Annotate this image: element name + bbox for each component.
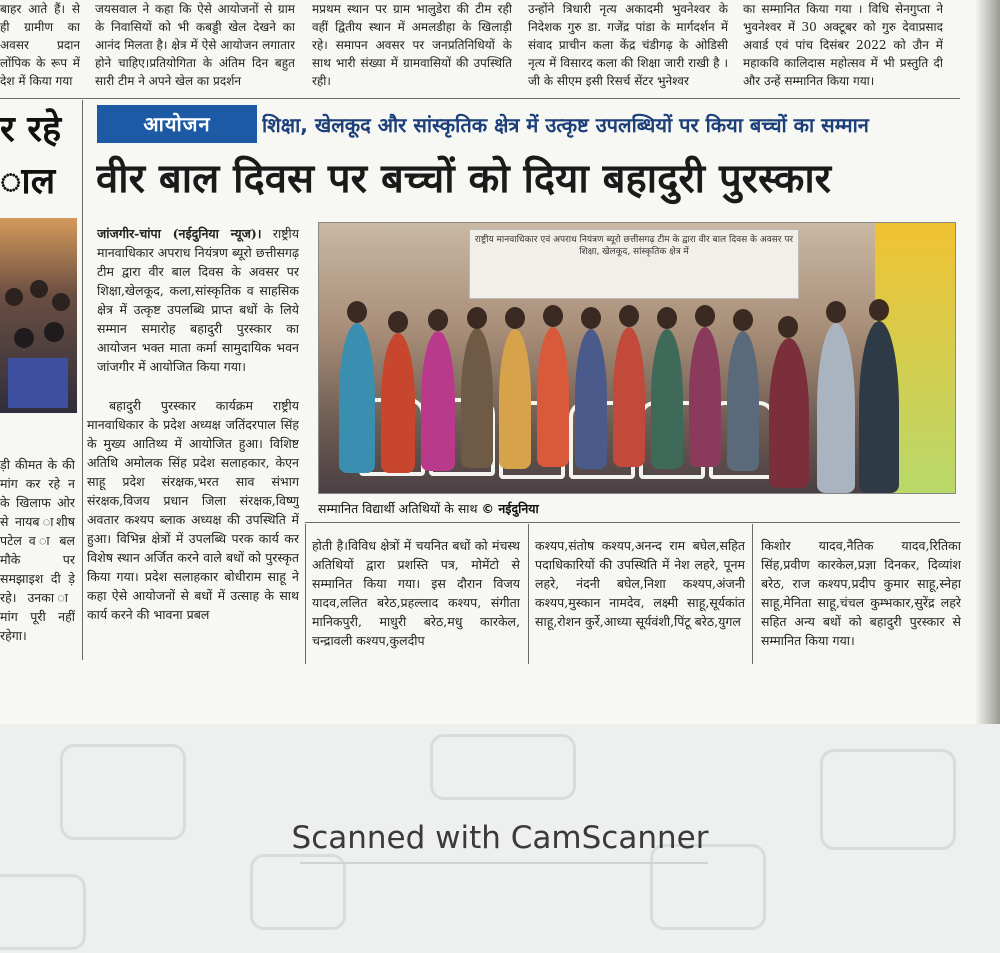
article-paragraph-1: राष्ट्रीय मानवाधिकार अपराध नियंत्रण ब्यूरो छत्तीसगढ़ टीम द्वारा वीर बाल दिवस के अवसर पर शिक्षा,खेलकूद, कला,सांस्कृतिक व साहसिक क्षेत्र में उत्कृष्ट उपलब्धि प्राप्त बधों के लिये सम्मान समारोह बहादुरी पुरस्कार का आयोजन भक्त माता कर्मा सामुदायिक भवन जांजगीर में आयोजित किया गया। <box>97 226 299 374</box>
caption-divider <box>305 522 960 523</box>
left-headline-line2: ाल <box>0 161 56 202</box>
article-paragraph-5: किशोर यादव,नैतिक यादव,रितिका सिंह,प्रवीण कारकेल,प्रज्ञा दिनकर, दिव्यांश बरेठ, राज कश्यप,प्रदीप कुमार साहू,स्नेहा साहू,मेनिता साहू,चंचल कुम्भकार,सुरेंद्र लहरे सहित अन्य बधों को बहादुरी पुरस्कार से सम्मानित किया गया। <box>761 538 961 648</box>
left-column-text: ड़ी कीमत के की मांग कर रहे न के खिलाफ ओर से नायब ाशीष पटेल व ा बल मौके पर समझाइश दी ड़े रहे। उनका ा मांग पूरी नहीं रहेगा। <box>0 457 75 643</box>
top-column-4: का सम्मानित किया गया । विधि सेनगुप्ता ने भुवनेश्वर में 30 अक्टूबर को गुरु देवाप्रसाद अवार्ड एवं पांच दिसंबर 2022 को उौन में महाकवि कालिदास महोत्सव में भी प्रस्तुति दी और उन्हें सम्मानित किया गया। <box>743 2 943 88</box>
article-headline: वीर बाल दिवस पर बच्चों को दिया बहादुरी पुरस्कार <box>96 156 832 202</box>
left-photo <box>0 218 77 413</box>
column-divider-1 <box>305 524 306 664</box>
article-paragraph-3: होती है।विविध क्षेत्रों में चयनित बधों को मंचस्थ अतिथियों द्वारा प्रशस्ति पत्र, मोमेंटो से सम्मानित किया गया। इस दौरान विजय यादव,ललित बरेठ,प्रहल्लाद कश्यप, संगीता मानिकपुरी, माधुरी बरेठ,मधु कारकेल, चन्द्रावली कश्यप,कुलदीप <box>312 538 520 648</box>
section-kicker: आयोजन <box>97 105 257 143</box>
article-subheadline: शिक्षा, खेलकूद और सांस्कृतिक क्षेत्र में उत्कृष्ट उपलब्धियों पर किया बच्चों का सम्मान <box>262 113 869 137</box>
top-column-1: जयसवाल ने कहा कि ऐसे आयोजनों से ग्राम के निवासियों को भी कबड्डी खेल देखने का आनंद मिलता है। क्षेत्र में ऐसे आयोजन लगातार होने चाहिए।प्रतियोगिता के अंतिम दिन बहुत सारी टीम ने अपने खेल का प्रदर्शन <box>95 2 295 88</box>
camscanner-watermark: Scanned with CamScanner <box>291 820 709 856</box>
column-divider-3 <box>752 524 753 664</box>
article-photo <box>318 222 956 494</box>
top-column-2: मप्रथम स्थान पर ग्राम भालुडेरा की टीम रही वहीं द्वितीय स्थान में अमलडीहा के खिलाड़ी रहे। समापन अवसर पर जनप्रतिनिधियों के साथ भारी संख्या में ग्रामवासियों की उपस्थिति रही। <box>312 2 512 88</box>
top-column-0: बाहर आते हैं। से ही ग्रामीण का अवसर प्रदान लोंपिक के रूप में देश में किया गया <box>0 2 80 88</box>
left-column-divider <box>82 100 83 660</box>
top-divider <box>0 98 960 99</box>
article-dateline: जांजगीर-चांपा (नईदुनिया न्यूज)। <box>97 226 262 241</box>
photo-caption-text: सम्मानित विद्यार्थी अतिथियों के साथ <box>318 501 478 516</box>
top-column-3: उन्होंने त्रिधारी नृत्य अकादमी भुवनेश्वर के निदेशक गुरु डा. गजेंद्र पांडा के मार्गदर्शन में संवाद प्राचीन कला केंद्र चंडीगढ़ के ओडिसी नृत्य में विसारद कला की शिक्षा जारी राखी है । जी के सीएम इसी रिसर्च सेंटर भुनेश्वर <box>528 2 728 88</box>
photo-banner: राष्ट्रीय मानवाधिकार एवं अपराध नियंत्रण ब्यूरो छत्तीसगढ़ टीम के द्वारा वीर बाल दिवस के अवसर पर शिक्षा, खेलकूद, सांस्कृतिक क्षेत्र में <box>469 229 799 299</box>
article-column-1a <box>97 224 299 396</box>
column-divider-2 <box>528 524 529 664</box>
photo-caption-credit: © नईदुनिया <box>481 501 539 516</box>
article-paragraph-2: बहादुरी पुरस्कार कार्यक्रम राष्ट्रीय मानवाधिकार के प्रदेश अध्यक्ष जतिंदरपाल सिंह के मुख्य आतिथ्य में आयोजित हुआ। विशिष्ट अतिथि अमोलक सिंह प्रदेश सलाहकार, केएन साहू प्रदेश संरक्षक,भरत साव संभाग संरक्षक,विजय प्रधान जिला संरक्षक,विष्णु अवतार कश्यप ब्लाक अध्यक्ष की उपस्थिति में हुआ। विभिन्न क्षेत्रों में उपलब्धि परक कार्य कर विशेष स्थान अर्जित करने वाले बधों को पुरस्कृत किया गया। प्रदेश सलाहकार बोधीराम साहू ने कहा ऐसे आयोजनों से बधों में उत्साह के साथ कार्य करने की भावना प्रबल <box>87 398 299 622</box>
article-paragraph-4: कश्यप,संतोष कश्यप,अनन्द राम बघेल,सहित पदाधिकारियों की उपस्थिति में नेश लहरे, पूनम लहरे, नंदनी बघेल,निशा कश्यप,अंजनी कश्यप,मुस्कान नामदेव, लक्ष्मी साहू,सूर्यकांत साहू,रोशन कुर्रे,आध्या सूर्यवंशी,पिंटू बरेठ,युगल <box>535 538 745 629</box>
photo-caption <box>318 498 954 520</box>
page-edge-shadow <box>975 0 1000 724</box>
watermark-underline <box>300 862 708 864</box>
left-headline-line1: र रहे <box>0 109 62 150</box>
